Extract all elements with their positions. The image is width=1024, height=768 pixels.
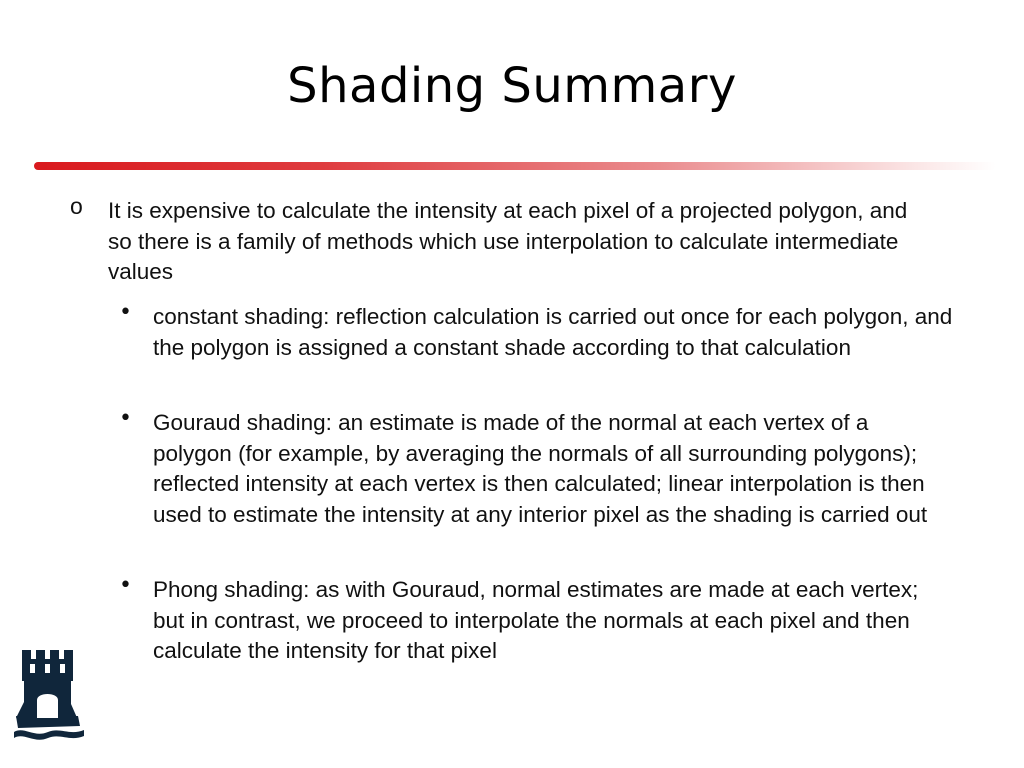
title-divider-rule (34, 162, 996, 170)
sub-bullet-constant-shading: constant shading: reflection calculation is carried out once for each polygon, and the polygon is assigned a constant shade according to that calculation (153, 304, 953, 360)
main-bullet-marker: o (70, 193, 83, 219)
university-castle-logo-icon (14, 646, 86, 746)
sub-bullet-phong-shading: Phong shading: as with Gouraud, normal estimates are made at each vertex; but in contrast, we proceed to interpolate the normals at each pixel and then calculate the intensity for that pixel (153, 577, 919, 664)
sub-bullet-marker: • (119, 300, 132, 325)
slide-title: Shading Summary (287, 58, 737, 114)
sub-bullet-gouraud-shading: Gouraud shading: an estimate is made of the normal at each vertex of a polygon (for example, by averaging the normals of all surrounding polygons); reflected intensity at each vertex is then calculated; linear interpolation is then used to estimate the intensity at any interior pixel as the shading is carried out (153, 410, 928, 527)
sub-bullet-marker: • (119, 573, 132, 598)
sub-bullet-marker: • (119, 406, 132, 431)
main-bullet-text: It is expensive to calculate the intensity at each pixel of a projected polygon, and so there is a family of methods which use interpolation to calculate intermediate values (108, 198, 908, 284)
